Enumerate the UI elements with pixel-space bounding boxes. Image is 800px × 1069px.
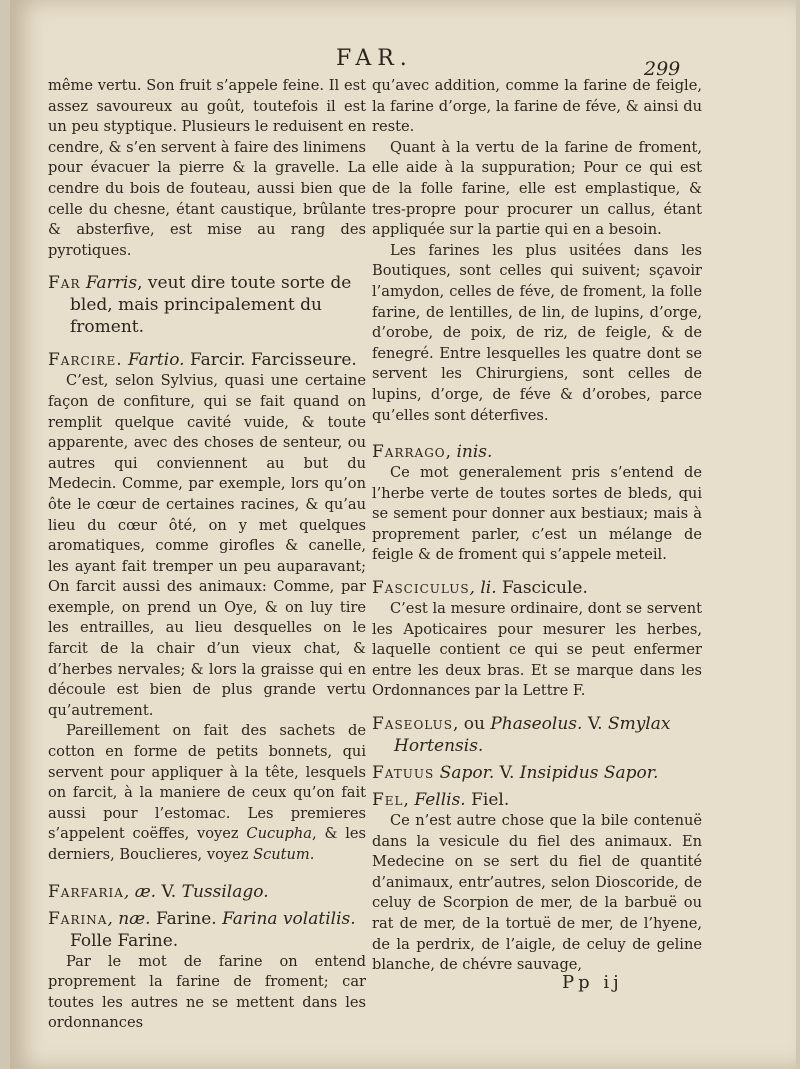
- entry-latin-secondary: Farina volatilis.: [222, 908, 356, 929]
- entry-latin: Farris: [85, 273, 138, 294]
- page-number: 299: [644, 58, 681, 80]
- entry-farina: [48, 908, 366, 952]
- left-column: [48, 76, 366, 1034]
- paragraph-text: , & les derniers, Bouclieres, voyez: [48, 825, 367, 863]
- entry-headword: Faseolus: [372, 714, 453, 735]
- paragraph-continued: qu’avec addition, comme la farine de feigle, la farine d’orge, la farine de féve, & ainsi du reste.: [372, 77, 702, 136]
- signature-mark: Pp ij: [562, 972, 623, 993]
- paragraph-vertu: Quant à la vertu de la farine de froment, elle aide à la suppuration; Pour ce qui est de la folle farine, elle est emplastique, & tres-propre pour procurer un callus, étant appliquée sur la partie qui en a besoin.: [372, 138, 702, 239]
- entry-connector: , ou: [452, 714, 485, 735]
- cross-reference: Cucupha: [246, 825, 313, 843]
- entry-farfaria: [48, 881, 366, 903]
- entry-headword: Farfaria: [48, 881, 124, 902]
- entry-gloss: V.: [161, 881, 177, 902]
- entry-gloss: Farine.: [155, 908, 217, 929]
- entry-latin: , li.: [469, 578, 497, 599]
- entry-gloss: Farcir. Farcisseure.: [189, 350, 357, 371]
- running-head: [10, 46, 796, 80]
- entry-headword: Far: [48, 273, 81, 294]
- entry-latin: Fellis.: [414, 790, 466, 811]
- entry-faseolus: [372, 713, 702, 757]
- entry-latin: , næ.: [107, 908, 151, 929]
- entry-latin: Phaseolus.: [490, 714, 583, 735]
- entry-latin: Sapor.: [439, 763, 495, 784]
- entry-gloss: , veut dire toute sorte de bled, mais principalement du froment.: [70, 273, 352, 338]
- entry-headword: Farina: [48, 908, 108, 929]
- paragraph-continued: même vertu. Son fruit s’appele feine. Il est assez savoureux au goût, toutefois il est un peu styptique. Plusieurs le reduisent en cendre, & s’en servent à faire des linimens pour évacuer la pierre & la gravelle. La cendre du bois de fouteau, aussi bien que celle du chesne, étant caustique, brûlante & absterfive, est mise au rang des pyrotiques.: [48, 77, 366, 259]
- entry-headword: Fasciculus: [372, 578, 470, 599]
- paragraph-farrago-body: Ce mot generalement pris s’entend de l’herbe verte de toutes sortes de bleds, qui se sement pour donner aux bestiaux; mais à proprement parler, c’est un mélange de feigle & de froment qui s’appele meteil.: [372, 464, 702, 564]
- cross-reference: Insipidus Sapor.: [519, 763, 659, 784]
- paragraph-farines-boutiques: Les farines les plus usitées dans les Boutiques, sont celles qui suivent; sçavoir l’amydon, celles de féve, de froment, la folle farine, de lentilles, de lin, de lupins, d’orge, d’orobe, de poix, de riz, de feigle, & de fenegré. Entre lesquelles les quatre dont se servent les Chirurgiens, sont celles de lupins, d’orge, de féve & d’orobes, parce qu’elles sont déterfives.: [372, 241, 702, 424]
- entry-latin: Fartio.: [128, 350, 185, 371]
- entry-far: [48, 272, 366, 338]
- entry-headword: Farrago: [372, 442, 446, 463]
- book-page: [10, 0, 796, 1069]
- running-title: FAR.: [336, 46, 413, 71]
- entry-fasciculus: [372, 577, 702, 599]
- entry-headword: Farcire.: [48, 350, 123, 371]
- entry-gloss: V.: [587, 714, 603, 735]
- right-column: [372, 76, 702, 976]
- entry-gloss: Fiel.: [471, 790, 510, 811]
- cross-reference: Smylax Hortensis.: [394, 714, 671, 757]
- entry-latin: inis.: [456, 442, 493, 463]
- paragraph-farina-body: Par le mot de farine on entend proprement la farine de froment; car toutes les autres ne se mettent dans les ordonnances: [48, 952, 366, 1032]
- entry-headword: Fatuus: [372, 763, 435, 784]
- paragraph-fasciculus-body: C’est la mesure ordinaire, dont se servent les Apoticaires pour mesurer les herbes, laquelle contient ce qui se peut enfermer entre les deux bras. Et se marque dans les Ordonnances par la Lettre F.: [372, 600, 702, 700]
- paragraph-farcire-body: C’est, selon Sylvius, quasi une certaine façon de confiture, qui se fait quand on remplit quelque cavité vuide, & toute apparente, avec des choses de senteur, ou autres qui conviennent au but du Medecin. Comme, par exemple, lors qu’on ôte le cœur de certaines racines, & qu’au lieu du cœur ôté, on y met quelques aromatiques, comme girofles & canelle, les ayant fait tremper un peu auparavant; On farcit aussi des animaux: Comme, par exemple, on prend un Oye, & on luy tire les entrailles, au lieu desquelles on le farcit de la chair d’un vieux chat, & d’herbes nervales; & lors la graisse qui en découle est bien de plus grande vertu qu’autrement.: [48, 372, 366, 719]
- entry-fel: Fel, Fellis. Fiel.: [372, 790, 510, 811]
- paragraph-text: Pareillement on fait des sachets de cotton en forme de petits bonnets, qui servent pour appliquer à la tête, lesquels on farcit, à la maniere de ceux qu’on fait aussi pour l’estomac. Les premieres s’appelent coëffes, voyez: [48, 722, 366, 843]
- entry-fatuus: [372, 762, 702, 784]
- entry-headword: Fel: [372, 790, 404, 811]
- paragraph-sachets: [48, 721, 366, 865]
- paragraph-fel-body: Ce n’est autre chose que la bile contenuë dans la vesicule du fiel des animaux. En Medecine on se sert du fiel de quantité d’animaux, entr’autres, selon Dioscoride, de celuy de Scorpion de mer, de la barbuë ou rat de mer, de la tortuë de mer, de l’hyene, de la perdrix, de l’aigle, de celuy de geline blanche, de chévre sauvage,: [372, 812, 702, 974]
- entry-farcire: [48, 349, 366, 371]
- cross-reference: Tussilago.: [181, 881, 269, 902]
- entry-gloss-secondary: Folle Farine.: [70, 930, 179, 951]
- entry-farrago: Farrago, inis.: [372, 442, 493, 463]
- entry-latin: , æ.: [123, 881, 157, 902]
- entry-gloss: Fascicule.: [502, 578, 588, 599]
- entry-gloss: V.: [499, 763, 515, 784]
- cross-reference: Scutum.: [253, 846, 315, 863]
